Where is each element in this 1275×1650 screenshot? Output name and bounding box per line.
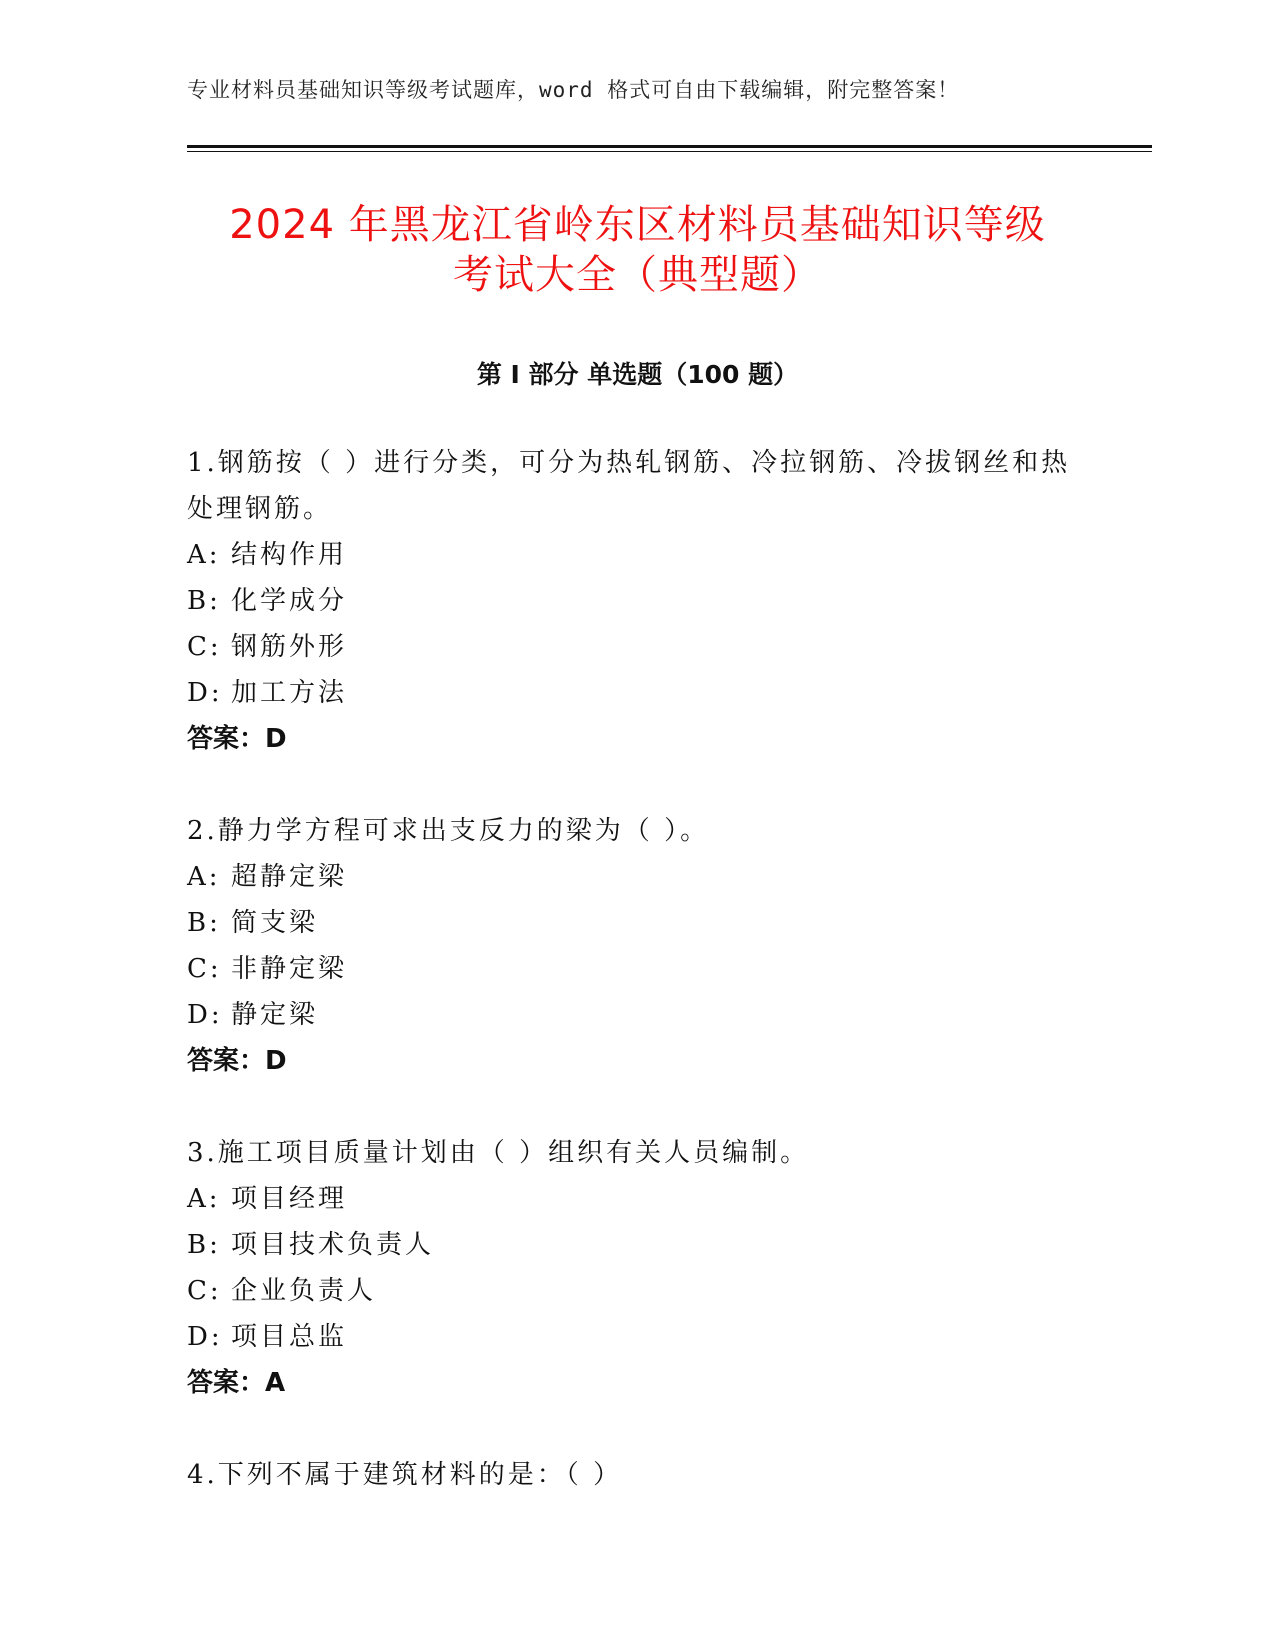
option-a <box>187 1176 1087 1222</box>
document-title <box>0 200 1275 300</box>
option-b <box>187 1222 1087 1268</box>
question-stem: 4.下列不属于建筑材料的是：（ ） <box>187 1460 623 1490</box>
option-text: 简支梁 <box>231 908 319 938</box>
option-letter: A: <box>187 862 221 892</box>
question-3 <box>187 1130 1087 1406</box>
option-letter: A: <box>187 540 221 570</box>
section-title: 第 I 部分 单选题（100 题） <box>476 360 799 389</box>
option-text: 加工方法 <box>231 678 348 708</box>
option-d <box>187 1314 1087 1360</box>
option-letter: C: <box>187 1276 222 1306</box>
option-letter: D: <box>187 1322 223 1352</box>
question-stem: 2.静力学方程可求出支反力的梁为（ ）。 <box>187 816 710 846</box>
option-letter: B: <box>187 586 221 616</box>
option-letter: C: <box>187 632 222 662</box>
option-text: 结构作用 <box>231 540 348 570</box>
option-letter: B: <box>187 908 221 938</box>
option-c <box>187 1268 1087 1314</box>
option-a <box>187 854 1087 900</box>
option-letter: D: <box>187 1000 223 1030</box>
option-text: 静定梁 <box>231 1000 319 1030</box>
option-d <box>187 992 1087 1038</box>
option-text: 企业负责人 <box>231 1276 377 1306</box>
question-stem: 1.钢筋按（ ）进行分类，可分为热轧钢筋、冷拉钢筋、冷拔钢丝和热处理钢筋。 <box>187 448 1071 524</box>
option-letter: D: <box>187 678 223 708</box>
header-divider-thin <box>187 151 1152 152</box>
option-c <box>187 946 1087 992</box>
question-1 <box>187 440 1087 762</box>
question-list <box>187 440 1087 1544</box>
document-title-line-2: 考试大全（典型题） <box>453 252 822 298</box>
answer: 答案：D <box>187 724 287 754</box>
option-letter: A: <box>187 1184 221 1214</box>
option-text: 项目总监 <box>231 1322 348 1352</box>
option-b <box>187 578 1087 624</box>
option-text: 超静定梁 <box>231 862 348 892</box>
header-note: 专业材料员基础知识等级考试题库，word 格式可自由下载编辑，附完整答案！ <box>187 78 960 102</box>
option-c <box>187 624 1087 670</box>
question-2 <box>187 808 1087 1084</box>
option-letter: B: <box>187 1230 221 1260</box>
option-text: 非静定梁 <box>231 954 348 984</box>
question-stem: 3.施工项目质量计划由（ ）组织有关人员编制。 <box>187 1138 810 1168</box>
document-title-line-1: 2024 年黑龙江省岭东区材料员基础知识等级 <box>229 202 1046 248</box>
answer: 答案：A <box>187 1368 286 1398</box>
option-text: 化学成分 <box>231 586 348 616</box>
option-d <box>187 670 1087 716</box>
option-b <box>187 900 1087 946</box>
option-text: 钢筋外形 <box>231 632 348 662</box>
answer: 答案：D <box>187 1046 287 1076</box>
option-text: 项目技术负责人 <box>231 1230 435 1260</box>
header-divider <box>187 145 1152 148</box>
option-letter: C: <box>187 954 222 984</box>
question-4 <box>187 1452 1087 1498</box>
option-a <box>187 532 1087 578</box>
option-text: 项目经理 <box>231 1184 348 1214</box>
